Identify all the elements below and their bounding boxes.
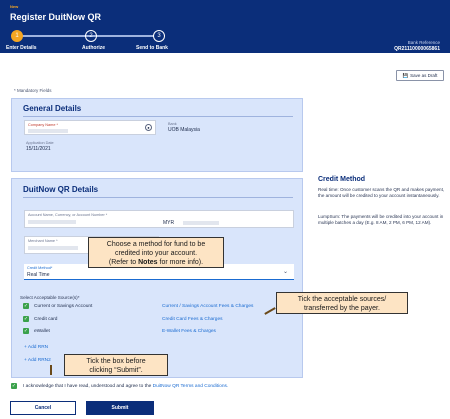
account-number-tail <box>183 221 219 225</box>
source-label-ewallet: eWallet <box>34 329 50 334</box>
terms-link[interactable]: DuitNow QR Terms and Conditions. <box>152 384 229 389</box>
mandatory-note: * Mandatory Fields <box>14 88 52 93</box>
step-1-label: Enter Details <box>6 45 37 51</box>
step-3-label: Send to Bank <box>136 45 168 51</box>
merchant-name-value <box>28 246 78 250</box>
callout-sources: Tick the acceptable sources/ transferred by the payer. <box>276 292 408 314</box>
acknowledge-text: I acknowledge that I have read, understood and agree to the DuitNow QR Terms and Conditions. <box>23 384 229 389</box>
chevron-down-icon: ⌄ <box>282 269 288 275</box>
new-badge: New <box>10 4 19 9</box>
general-details-title: General Details <box>23 104 82 113</box>
company-name-value <box>28 129 68 133</box>
duitnow-divider <box>23 197 293 198</box>
company-name-field[interactable]: Company Name * ● <box>24 120 156 135</box>
step-2-circle: 2 <box>85 30 97 42</box>
callout-tick-pointer <box>50 365 52 375</box>
page-header <box>0 0 450 53</box>
save-icon: 💾 <box>402 72 409 78</box>
add-rrn-link[interactable]: + Add RRN <box>24 345 49 350</box>
callout-tick-box: Tick the box before clicking “Submit”. <box>64 354 168 376</box>
credit-method-select[interactable]: Credit Method* Real Time ⌄ <box>24 264 294 280</box>
step-2-label: Authorize <box>82 45 106 51</box>
sources-header: Select Acceptable Source(s)* <box>20 295 80 300</box>
source-label-credit-card: Credit card <box>34 317 58 322</box>
application-date-field: Application Date 15/11/2021 <box>26 141 54 152</box>
duitnow-details-title: DuitNow QR Details <box>23 185 99 194</box>
credit-method-info-title: Credit Method <box>318 176 366 183</box>
bank-field: Bank UOB Malaysia <box>168 122 200 133</box>
source-checkbox-ewallet[interactable]: ✓ <box>23 328 29 334</box>
step-1-circle: 1 <box>11 30 23 42</box>
link-ewallet-fees[interactable]: E-Wallet Fees & Charges <box>162 329 216 334</box>
account-field[interactable]: Account Name, Currency, or Account Number * MYR <box>24 210 294 228</box>
link-credit-card-fees[interactable]: Credit Card Fees & Charges <box>162 317 223 322</box>
account-number-value <box>28 220 76 224</box>
page-title: Register DuitNow QR <box>10 12 102 22</box>
callout-credit-method: Choose a method for fund to be credited into your account. (Refer to Notes for more info). <box>88 237 224 268</box>
credit-method-lumpsum-info: LumpSum: The payments will be credited into your account in multiple batches a day (E.g. 8 AM, 2 PM, 6 PM, 12 AM). <box>318 214 444 226</box>
submit-button[interactable]: Submit <box>86 401 154 415</box>
save-draft-button[interactable]: 💾 Save as Draft <box>396 70 444 81</box>
general-divider <box>23 116 293 117</box>
account-currency: MYR <box>163 220 175 226</box>
step-3-circle: 3 <box>153 30 165 42</box>
source-checkbox-credit-card[interactable]: ✓ <box>23 316 29 322</box>
credit-method-real-time-info: Real time: Once customer scans the QR and makes payment, the amount will be credited to your account instantaneously. <box>318 187 445 199</box>
cancel-button[interactable]: Cancel <box>10 401 76 415</box>
merchant-name-field[interactable]: Merchant Name * <box>24 236 159 254</box>
acknowledge-checkbox[interactable]: ✓ <box>11 383 17 389</box>
source-label-savings: Current or Savings Account <box>34 304 93 309</box>
add-rrn2-link[interactable]: + Add RRN2 <box>24 358 51 363</box>
link-savings-fees[interactable]: Current / Savings Account Fees & Charges <box>162 304 254 309</box>
source-checkbox-savings[interactable]: ✓ <box>23 303 29 309</box>
view-icon[interactable]: ● <box>145 124 152 131</box>
bank-reference-value: QR21110000065861 <box>394 46 440 52</box>
bank-reference-label: Bank Reference <box>407 40 440 45</box>
